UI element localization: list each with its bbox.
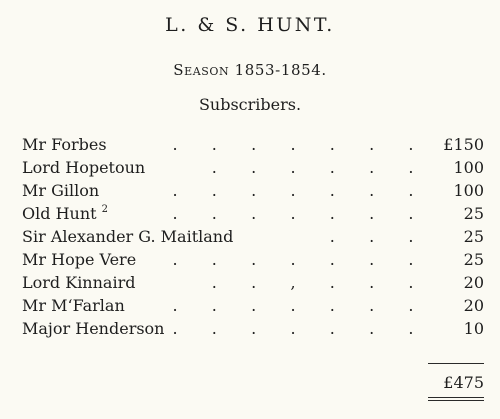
subscriber-row (22, 248, 484, 271)
leader-dot: . (329, 296, 335, 315)
subscriber-name (22, 294, 125, 317)
dot-leaders (172, 294, 414, 317)
leader-dot: . (408, 181, 414, 200)
subscriber-name (22, 271, 135, 294)
dot-leaders (172, 248, 414, 271)
leader-dot: . (290, 135, 296, 154)
leader-dot: . (329, 227, 335, 246)
leader-dot: . (251, 250, 257, 269)
leader-dot: . (251, 319, 257, 338)
leader-dot (211, 225, 217, 248)
leader-dot: . (329, 181, 335, 200)
subscriber-row (22, 271, 484, 294)
subscriber-name-text: Major Henderson (22, 319, 165, 338)
subscriber-name (22, 156, 145, 179)
leader-dot: . (172, 181, 178, 200)
leader-dot: . (290, 204, 296, 223)
subscriber-row (22, 317, 484, 340)
subscriber-amount: 25 (463, 204, 484, 223)
leader-dot: . (290, 319, 296, 338)
leader-dot: . (369, 135, 375, 154)
leader-dot: . (172, 319, 178, 338)
leader-dot (172, 156, 178, 179)
leader-dot (172, 271, 178, 294)
leader-dot: . (251, 296, 257, 315)
leader-dot: . (329, 158, 335, 177)
subscriber-row (22, 294, 484, 317)
subscriber-row (22, 202, 484, 225)
subscriber-name (22, 133, 107, 156)
dot-leaders (172, 271, 414, 294)
subscriber-name-text: Old Hunt (22, 204, 97, 223)
subscriber-row (22, 133, 484, 156)
page-title: L. & S. HUNT. (165, 14, 335, 36)
leader-dot: . (408, 135, 414, 154)
leader-dot: . (290, 181, 296, 200)
leader-dot: . (290, 158, 296, 177)
total-amount: £475 (443, 373, 484, 392)
leader-dot: . (290, 250, 296, 269)
leader-dot: . (211, 204, 217, 223)
leader-dot: . (251, 273, 257, 292)
dot-leaders (172, 225, 414, 248)
leader-dot: . (329, 204, 335, 223)
subscriber-amount: £150 (443, 135, 484, 154)
leader-dot: . (211, 158, 217, 177)
subscriber-name (22, 317, 164, 340)
leader-dot (172, 225, 178, 248)
leader-dot: . (172, 250, 178, 269)
subscriber-name-text: Lord Hopetoun (22, 158, 146, 177)
subscriber-name-text: Mr Forbes (22, 135, 107, 154)
subscriber-row (22, 225, 484, 248)
dot-leaders (172, 202, 414, 225)
leader-dot: . (211, 319, 217, 338)
subscriber-name-text: Sir Alexander G. Maitland (22, 227, 234, 246)
leader-dot: . (172, 135, 178, 154)
leader-dot: . (251, 204, 257, 223)
footnote-marker: 2 (101, 204, 109, 215)
leader-dot: . (172, 204, 178, 223)
leader-dot: . (211, 296, 217, 315)
leader-dot: . (251, 181, 257, 200)
leader-dot: . (329, 319, 335, 338)
leader-dot: . (369, 181, 375, 200)
leader-dot: . (408, 296, 414, 315)
leader-dot: . (329, 250, 335, 269)
dot-leaders (172, 179, 414, 202)
leader-dot: . (251, 158, 257, 177)
leader-dot: . (408, 227, 414, 246)
subscribers-heading: Subscribers. (198, 95, 302, 114)
dot-leaders (172, 317, 414, 340)
total-rule-bottom-2 (428, 400, 484, 401)
subscriber-name (22, 248, 136, 271)
subscriber-amount: 20 (463, 296, 484, 315)
leader-dot: . (251, 135, 257, 154)
subscriber-amount: 25 (463, 227, 484, 246)
subscriber-amount: 100 (453, 158, 484, 177)
leader-dot: . (329, 273, 335, 292)
leader-dot: . (408, 158, 414, 177)
subscriber-amount: 100 (453, 181, 484, 200)
subscriber-amount: 25 (463, 250, 484, 269)
leader-dot: . (329, 135, 335, 154)
dot-leaders (172, 156, 414, 179)
subscriber-row (22, 179, 484, 202)
subscriber-name-text: Lord Kinnaird (22, 273, 136, 292)
leader-dot: . (408, 250, 414, 269)
leader-dot: . (408, 273, 414, 292)
leader-dot: . (290, 296, 296, 315)
leader-dot: . (369, 273, 375, 292)
leader-dot: . (408, 204, 414, 223)
leader-dot: . (369, 250, 375, 269)
subscriber-name-text: Mr Hope Vere (22, 250, 137, 269)
leader-dot: . (211, 135, 217, 154)
leader-dot (290, 225, 296, 248)
season-heading: Season 1853-1854. (173, 61, 327, 79)
leader-dot: . (369, 204, 375, 223)
leader-dot: . (211, 250, 217, 269)
leader-dot (251, 225, 257, 248)
leader-dot: . (369, 227, 375, 246)
subscriber-amount: 10 (463, 319, 484, 338)
subscriber-name (22, 179, 99, 202)
dot-leaders (172, 133, 414, 156)
leader-dot: , (290, 273, 296, 292)
leader-dot: . (172, 296, 178, 315)
subscriber-name-text: Mr M‘Farlan (22, 296, 125, 315)
leader-dot: . (369, 319, 375, 338)
total-rule-bottom-1 (428, 397, 484, 398)
leader-dot: . (408, 319, 414, 338)
subscriber-row (22, 156, 484, 179)
total-rule-top (428, 363, 484, 364)
leader-dot: . (211, 181, 217, 200)
leader-dot: . (369, 158, 375, 177)
leader-dot: . (369, 296, 375, 315)
subscriber-amount: 20 (463, 273, 484, 292)
subscriber-list (22, 133, 484, 340)
subscriber-name-text: Mr Gillon (22, 181, 100, 200)
subscriber-name (22, 202, 108, 225)
leader-dot: . (211, 273, 217, 292)
